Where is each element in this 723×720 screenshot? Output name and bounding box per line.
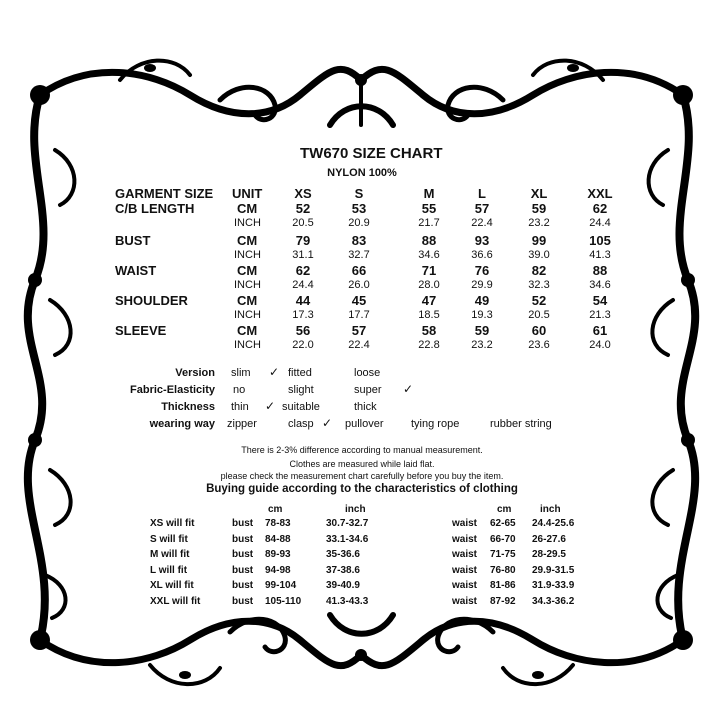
size-header-0: XS <box>294 186 312 201</box>
guide-size: S will fit <box>150 533 188 545</box>
chart-title: TW670 SIZE CHART <box>300 145 443 162</box>
guide-waist-cm: 81-86 <box>490 580 516 591</box>
guide-bust-label: bust <box>232 518 254 529</box>
attribute-label: Thickness <box>161 401 215 413</box>
guide-bust-label: bust <box>232 564 254 576</box>
attribute-option: slim <box>231 367 251 379</box>
inch-value: 29.9 <box>471 279 493 291</box>
size-header-1: S <box>354 186 364 201</box>
cm-value: 82 <box>531 263 547 278</box>
inch-value: 32.7 <box>348 249 370 261</box>
guide-waist-label: waist <box>452 533 478 545</box>
inch-value: 36.6 <box>471 249 493 261</box>
cm-unit-label: CM <box>237 293 258 308</box>
guide-waist-label: waist <box>452 564 478 576</box>
cm-value: 44 <box>295 293 311 308</box>
guide-waist-inch: 34.3-36.2 <box>532 595 575 607</box>
guide-inch-header-right: inch <box>540 504 561 515</box>
guide-waist-inch: 26-27.6 <box>532 533 566 545</box>
guide-waist-label: waist <box>452 595 478 607</box>
guide-bust-inch: 33.1-34.6 <box>326 533 369 545</box>
cm-value: 62 <box>592 201 608 216</box>
row-label: SHOULDER <box>115 293 188 308</box>
guide-size: L will fit <box>150 564 188 576</box>
guide-bust-cm: 84-88 <box>265 533 291 545</box>
attribute-option: suitable <box>282 401 320 413</box>
inch-value: 19.3 <box>471 309 493 321</box>
check-mark-icon: ✓ <box>265 399 276 413</box>
cm-value: 105 <box>589 233 611 248</box>
cm-value: 93 <box>474 233 490 248</box>
inch-value: 22.0 <box>292 339 314 351</box>
guide-waist-label: waist <box>452 549 478 560</box>
cm-value: 88 <box>592 263 608 278</box>
guide-bust-inch: 37-38.6 <box>326 564 360 576</box>
guide-waist-inch: 24.4-25.6 <box>532 518 575 529</box>
attribute-label: Fabric-Elasticity <box>130 384 215 396</box>
cm-value: 59 <box>531 201 547 216</box>
check-mark-icon: ✓ <box>403 382 414 396</box>
attribute-option: rubber string <box>490 418 552 430</box>
guide-waist-label: waist <box>452 518 478 529</box>
attribute-option: clasp <box>288 418 314 430</box>
cm-value: 54 <box>592 293 608 308</box>
inch-unit-label: INCH <box>234 217 261 229</box>
guide-bust-cm: 105-110 <box>265 595 302 607</box>
cm-value: 56 <box>295 323 311 338</box>
note-line-1: There is 2-3% difference according to manual measurement. <box>241 445 483 455</box>
guide-waist-label: waist <box>452 580 478 591</box>
size-header-3: L <box>478 186 486 201</box>
cm-unit-label: CM <box>237 323 258 338</box>
size-header-5: XXL <box>587 186 613 201</box>
cm-value: 76 <box>474 263 490 278</box>
guide-waist-cm: 62-65 <box>490 518 516 529</box>
attribute-option: loose <box>354 367 381 379</box>
guide-waist-inch: 28-29.5 <box>532 549 566 560</box>
cm-value: 66 <box>351 263 367 278</box>
inch-value: 24.4 <box>292 279 314 291</box>
cm-value: 83 <box>351 233 367 248</box>
cm-value: 49 <box>474 293 490 308</box>
garment-size-header: GARMENT SIZE <box>115 186 214 201</box>
guide-bust-inch: 41.3-43.3 <box>326 595 369 607</box>
cm-unit-label: CM <box>237 201 258 216</box>
attribute-option: tying rope <box>411 418 460 430</box>
guide-bust-inch: 39-40.9 <box>326 580 360 591</box>
note-line-3: please check the measurement chart carefully before you buy the item. <box>220 471 504 481</box>
inch-value: 20.9 <box>348 217 370 229</box>
guide-bust-label: bust <box>232 533 254 545</box>
inch-value: 28.0 <box>418 279 440 291</box>
inch-value: 23.2 <box>528 217 550 229</box>
inch-value: 22.4 <box>348 339 370 351</box>
inch-value: 23.6 <box>528 339 550 351</box>
guide-cm-header-right: cm <box>497 504 512 515</box>
cm-value: 52 <box>531 293 547 308</box>
cm-value: 79 <box>295 233 311 248</box>
cm-value: 88 <box>421 233 437 248</box>
cm-value: 55 <box>421 201 437 216</box>
guide-bust-inch: 35-36.6 <box>326 549 360 560</box>
guide-waist-inch: 31.9-33.9 <box>532 580 575 591</box>
guide-size: M will fit <box>150 549 190 560</box>
inch-value: 22.4 <box>471 217 493 229</box>
inch-unit-label: INCH <box>234 249 261 261</box>
check-mark-icon: ✓ <box>322 416 333 430</box>
inch-value: 21.7 <box>418 217 440 229</box>
attribute-option: fitted <box>288 367 312 379</box>
guide-waist-cm: 76-80 <box>490 564 516 576</box>
cm-value: 71 <box>421 263 437 278</box>
attribute-option: pullover <box>345 418 384 430</box>
guide-bust-cm: 89-93 <box>265 549 291 560</box>
cm-unit-label: CM <box>237 263 258 278</box>
cm-value: 60 <box>531 323 547 338</box>
inch-value: 34.6 <box>418 249 440 261</box>
cm-value: 57 <box>351 323 367 338</box>
guide-size: XXL will fit <box>150 595 201 607</box>
guide-bust-label: bust <box>232 580 254 591</box>
inch-value: 23.2 <box>471 339 493 351</box>
guide-bust-label: bust <box>232 595 254 607</box>
inch-value: 17.7 <box>348 309 370 321</box>
inch-unit-label: INCH <box>234 309 261 321</box>
guide-inch-header-left: inch <box>345 504 366 515</box>
guide-waist-cm: 71-75 <box>490 549 516 560</box>
attribute-option: super <box>354 384 382 396</box>
cm-value: 99 <box>531 233 547 248</box>
check-mark-icon: ✓ <box>269 365 280 379</box>
buying-guide-title: Buying guide according to the characteristics of clothing <box>206 483 518 495</box>
guide-bust-cm: 94-98 <box>265 564 291 576</box>
inch-value: 20.5 <box>528 309 550 321</box>
attribute-label: Version <box>175 367 215 379</box>
inch-unit-label: INCH <box>234 279 261 291</box>
inch-value: 39.0 <box>528 249 550 261</box>
inch-unit-label: INCH <box>234 339 261 351</box>
guide-size: XL will fit <box>150 580 194 591</box>
inch-value: 22.8 <box>418 339 440 351</box>
inch-value: 24.0 <box>589 339 611 351</box>
cm-value: 53 <box>351 201 367 216</box>
inch-value: 32.3 <box>528 279 550 291</box>
inch-value: 31.1 <box>292 249 314 261</box>
row-label: C/B LENGTH <box>115 201 195 216</box>
material-label: NYLON 100% <box>327 167 397 179</box>
unit-header: UNIT <box>232 186 263 201</box>
attribute-option: no <box>233 384 246 396</box>
inch-value: 18.5 <box>418 309 440 321</box>
size-header-4: XL <box>530 186 548 201</box>
inch-value: 20.5 <box>292 217 314 229</box>
inch-value: 21.3 <box>589 309 611 321</box>
inch-value: 41.3 <box>589 249 611 261</box>
guide-bust-inch: 30.7-32.7 <box>326 518 369 529</box>
cm-value: 59 <box>474 323 490 338</box>
guide-cm-header-left: cm <box>268 504 283 515</box>
inch-value: 24.4 <box>589 217 611 229</box>
cm-unit-label: CM <box>237 233 258 248</box>
guide-waist-cm: 66-70 <box>490 533 516 545</box>
row-label: WAIST <box>115 263 157 278</box>
cm-value: 45 <box>351 293 367 308</box>
attribute-option: zipper <box>227 418 257 430</box>
row-label: BUST <box>115 233 151 248</box>
guide-waist-inch: 29.9-31.5 <box>532 564 575 576</box>
attribute-label: wearing way <box>149 418 215 430</box>
cm-value: 57 <box>474 201 490 216</box>
guide-bust-cm: 78-83 <box>265 518 291 529</box>
cm-value: 62 <box>295 263 311 278</box>
cm-value: 61 <box>592 323 608 338</box>
attribute-option: thin <box>231 401 249 413</box>
cm-value: 52 <box>295 201 311 216</box>
inch-value: 34.6 <box>589 279 611 291</box>
cm-value: 58 <box>421 323 437 338</box>
size-header-2: M <box>423 186 435 201</box>
cm-value: 47 <box>421 293 437 308</box>
guide-bust-cm: 99-104 <box>265 580 297 591</box>
guide-waist-cm: 87-92 <box>490 595 516 607</box>
inch-value: 17.3 <box>292 309 314 321</box>
guide-size: XS will fit <box>150 518 195 529</box>
row-label: SLEEVE <box>115 323 167 338</box>
attribute-option: thick <box>354 401 377 413</box>
inch-value: 26.0 <box>348 279 370 291</box>
attribute-option: slight <box>288 384 314 396</box>
note-line-2: Clothes are measured while laid flat. <box>289 459 435 469</box>
guide-bust-label: bust <box>232 549 254 560</box>
